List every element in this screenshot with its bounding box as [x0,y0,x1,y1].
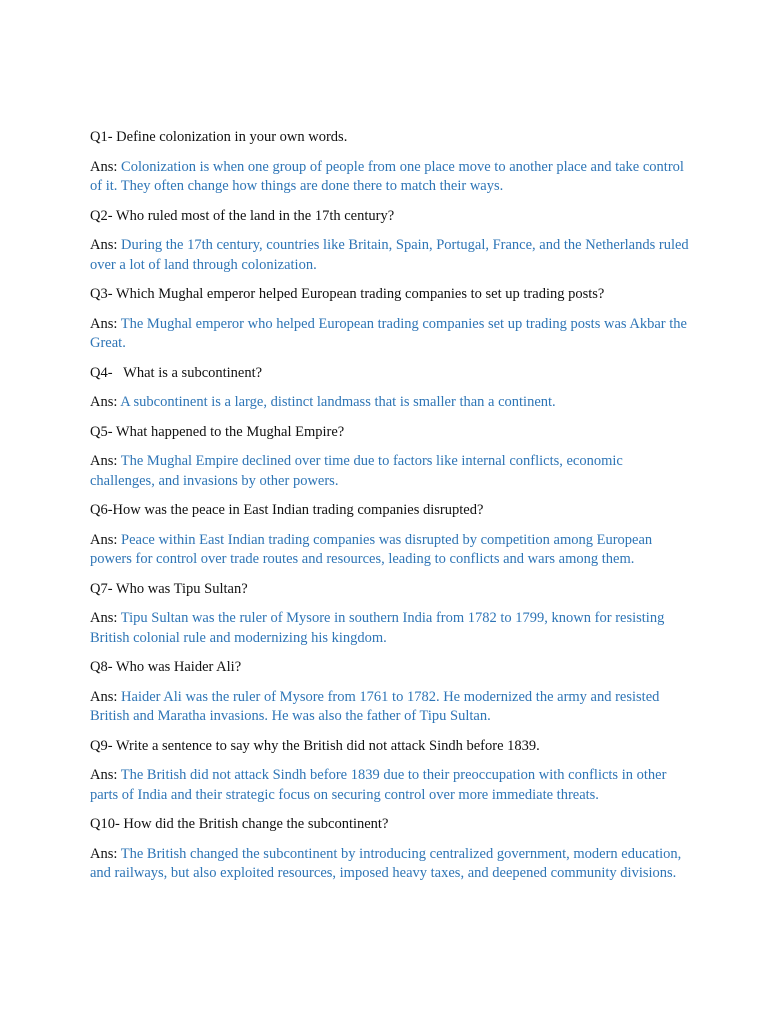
question-5: Q5- What happened to the Mughal Empire? [90,423,345,440]
question-6: Q6-How was the peace in East Indian trading companies disrupted? [90,502,484,518]
answer-6 [90,531,690,570]
answer-prefix: Ans: [90,453,121,469]
question-1: Q1- Define colonization in your own words. [90,129,348,145]
answer-10 [90,845,690,884]
answer-text: The Mughal emperor who helped European trading companies set up trading posts was Akbar the Great. [90,315,687,351]
question-7: Q7- Who was Tipu Sultan? [90,580,248,597]
answer-5 [90,452,690,491]
question-4: Q4- What is a subcontinent? [90,364,263,381]
answer-text: Colonization is when one group of people from one place move to another place and take control of it. They often change how things are done there to match their ways. [90,158,684,194]
answer-4 [90,393,690,413]
answer-prefix: Ans: [90,845,121,862]
answer-text: The British changed the subcontinent by introducing centralized government, modern education, and railways, but also exploited resources, imposed heavy taxes, and deepened community divisions. [90,845,682,881]
answer-text: During the 17th century, countries like Britain, Spain, Portugal, France, and the Netherlands ruled over a lot of land through colonization. [90,237,689,273]
answer-3 [90,315,690,354]
document-page [90,128,690,894]
answer-prefix: Ans: [90,531,122,548]
question-2: Q2- Who ruled most of the land in the 17th century? [90,207,395,224]
answer-text: Peace within East Indian trading companies was disrupted by competition among European powers for control over trade routes and resources, leading to conflicts and wars among them. [90,531,653,567]
answer-2 [90,236,690,275]
answer-8 [90,688,690,727]
answer-prefix: Ans: [90,158,122,175]
question-3: Q3- Which Mughal emperor helped European trading companies to set up trading posts? [90,286,605,302]
answer-prefix: Ans: [90,688,122,705]
question-8: Q8- Who was Haider Ali? [90,659,242,675]
answer-prefix: Ans: [90,394,121,410]
answer-text: The Mughal Empire declined over time due to factors like internal conflicts, economic challenges, and invasions by other powers. [90,453,623,489]
question-9: Q9- Write a sentence to say why the British did not attack Sindh before 1839. [90,737,540,754]
answer-text: A subcontinent is a large, distinct landmass that is smaller than a continent. [120,394,556,410]
answer-1 [90,158,690,197]
answer-text: The British did not attack Sindh before 1839 due to their preoccupation with conflicts in other parts of India and their strategic focus on securing control over more immediate threats. [90,767,667,803]
answer-7 [90,609,690,648]
answer-text: Tipu Sultan was the ruler of Mysore in southern India from 1782 to 1799, known for resisting British colonial rule and modernizing his kingdom. [90,610,665,646]
answer-prefix: Ans: [90,767,121,783]
answer-prefix: Ans: [90,610,121,626]
answer-text: Haider Ali was the ruler of Mysore from 1761 to 1782. He modernized the army and resisted British and Maratha invasions. He was also the father of Tipu Sultan. [90,688,660,724]
question-10: Q10- How did the British change the subcontinent? [90,816,389,832]
answer-prefix: Ans: [90,237,122,253]
answer-prefix: Ans: [90,315,121,332]
answer-9 [90,766,690,805]
